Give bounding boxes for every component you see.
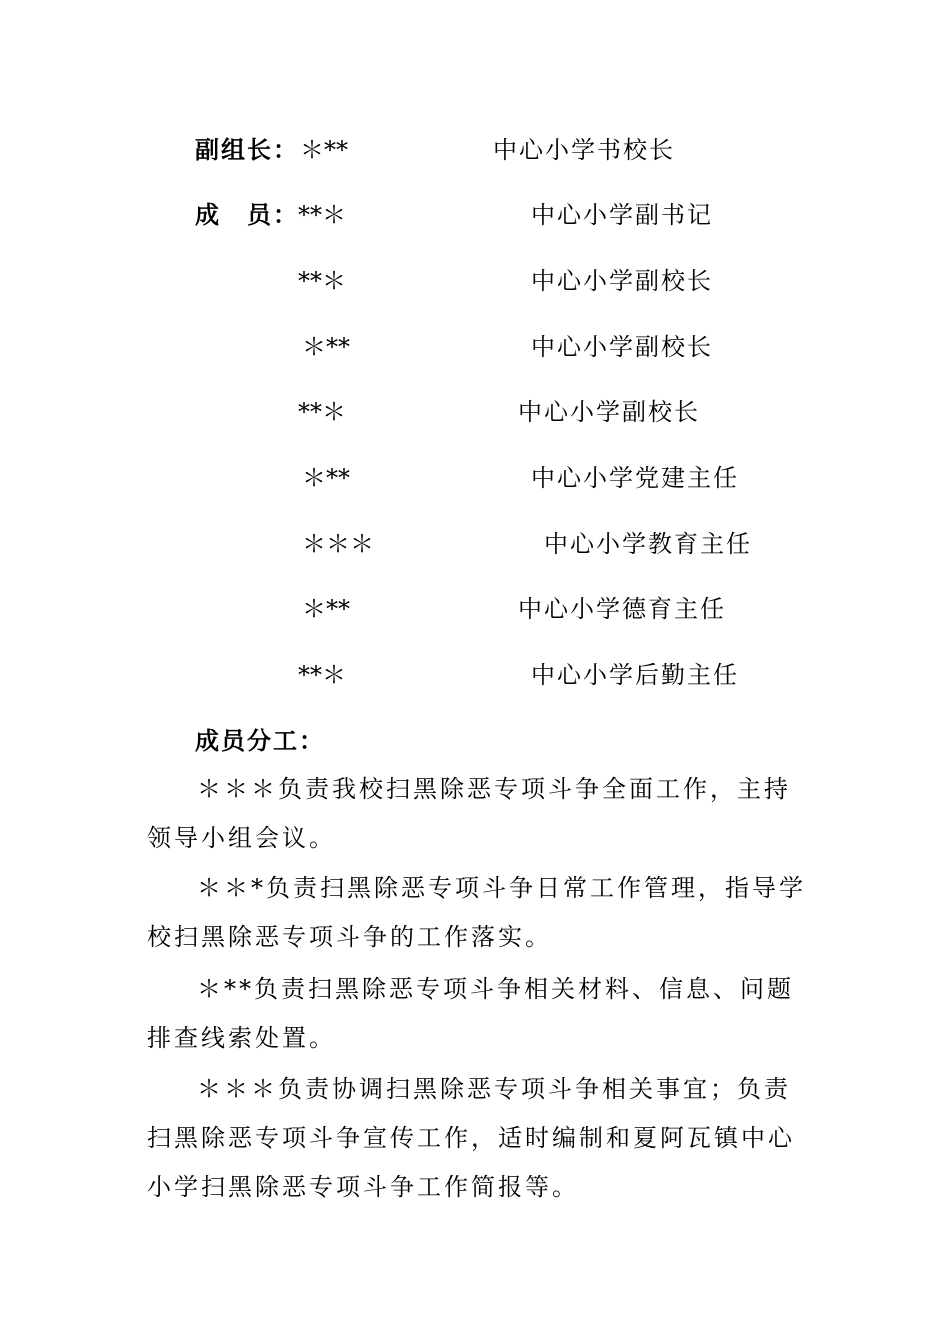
duty-paragraph: ＊＊＊负责我校扫黑除恶专项斗争全面工作，主持领导小组会议。 xyxy=(147,775,791,852)
member-role: 中心小学教育主任 xyxy=(544,530,752,558)
duty-paragraph: ＊＊＊负责协调扫黑除恶专项斗争相关事宜；负责扫黑除恶专项斗争宣传工作，适时编制和夏阿瓦镇中心小学扫黑除恶专项斗争工作简报等。 xyxy=(147,1075,795,1201)
member-role: 中心小学后勤主任 xyxy=(531,661,739,689)
member-role: 中心小学副校长 xyxy=(531,333,713,361)
member-role: 中心小学副校长 xyxy=(518,398,700,426)
member-name: ＊** xyxy=(302,464,350,492)
member-role: 中心小学党建主任 xyxy=(531,464,739,492)
member-role: 中心小学德育主任 xyxy=(518,595,726,623)
member-name: **＊ xyxy=(298,201,346,229)
member-name: **＊ xyxy=(298,267,346,295)
deputy-label: 副组长： xyxy=(195,136,299,164)
member-name: **＊ xyxy=(298,398,346,426)
deputy-name: ＊** xyxy=(300,136,348,164)
members-label: 成 员： xyxy=(195,201,299,229)
member-role: 中心小学副书记 xyxy=(531,201,713,229)
deputy-role: 中心小学书校长 xyxy=(493,136,675,164)
member-role: 中心小学副校长 xyxy=(531,267,713,295)
division-heading: 成员分工： xyxy=(195,727,325,755)
member-name: **＊ xyxy=(298,661,346,689)
duty-paragraph: ＊**负责扫黑除恶专项斗争相关材料、信息、问题排查线索处置。 xyxy=(147,975,794,1052)
duty-paragraph: ＊＊*负责扫黑除恶专项斗争日常工作管理，指导学校扫黑除恶专项斗争的工作落实。 xyxy=(147,874,806,951)
member-name: ＊** xyxy=(302,333,350,361)
member-name: ＊** xyxy=(302,595,350,623)
member-name: ＊＊＊ xyxy=(302,530,374,558)
